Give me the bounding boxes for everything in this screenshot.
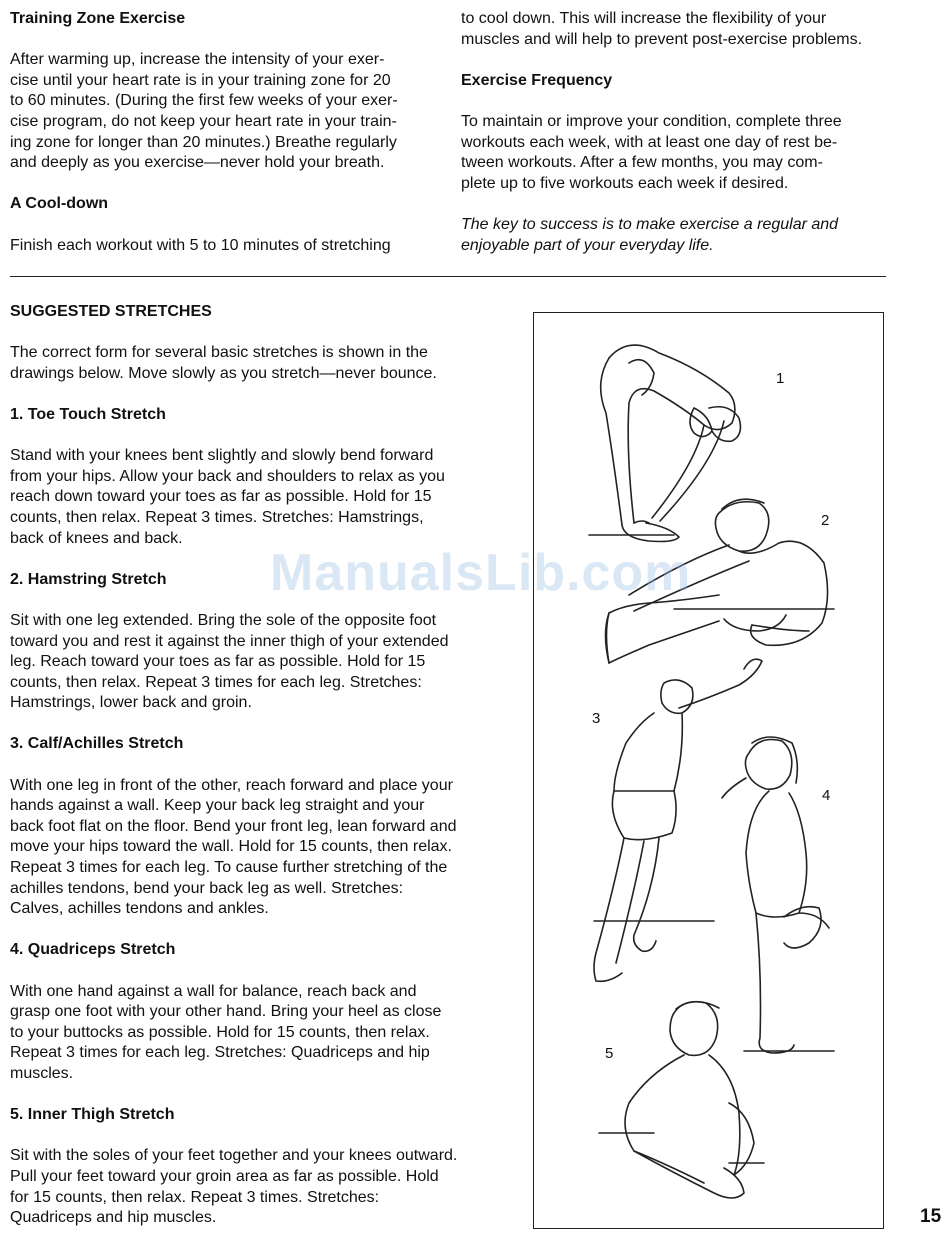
training-line: to 60 minutes. (During the first few weeks of your exer- bbox=[10, 92, 398, 110]
frequency-line: tween workouts. After a few months, you may com- bbox=[461, 154, 823, 172]
stretch-line: counts, then relax. Repeat 3 times. Stretches: Hamstrings, bbox=[10, 508, 424, 526]
stretches-column bbox=[10, 302, 520, 1229]
stretch-line: hands against a wall. Keep your back leg straight and your bbox=[10, 797, 425, 815]
stretch-title-hamstring: 2. Hamstring Stretch bbox=[10, 570, 167, 588]
stretch-line: back of knees and back. bbox=[10, 529, 183, 547]
cooldown-cont-line: muscles and will help to prevent post-exercise problems. bbox=[461, 30, 863, 48]
stretch-line: Stand with your knees bent slightly and slowly bend forward bbox=[10, 447, 434, 465]
stretch-line: to your buttocks as possible. Hold for 15 counts, then relax. bbox=[10, 1023, 430, 1041]
training-line: cise until your heart rate is in your training zone for 20 bbox=[10, 71, 391, 89]
top-right-column bbox=[461, 9, 891, 256]
frequency-line: workouts each week, with at least one day of rest be- bbox=[461, 133, 838, 151]
figure-toe-touch bbox=[589, 345, 740, 541]
top-left-column bbox=[10, 9, 435, 256]
stretch-line: counts, then relax. Repeat 3 times for each leg. Stretches: bbox=[10, 673, 422, 691]
stretches-illustration bbox=[533, 312, 884, 1229]
stretch-line: Sit with one leg extended. Bring the sole of the opposite foot bbox=[10, 611, 437, 629]
figure-quadriceps bbox=[722, 737, 834, 1053]
figure-calf-achilles bbox=[594, 659, 762, 981]
stretch-line: Hamstrings, lower back and groin. bbox=[10, 694, 252, 712]
stretch-line: toward you and rest it against the inner thigh of your extended bbox=[10, 632, 449, 650]
key-line: enjoyable part of your everyday life. bbox=[461, 236, 714, 254]
figure-label-4: 4 bbox=[822, 787, 831, 804]
stretch-line: achilles tendons, bend your back leg as well. Stretches: bbox=[10, 879, 404, 897]
training-line: cise program, do not keep your heart rate in your train- bbox=[10, 112, 397, 130]
stretch-line: back foot flat on the floor. Bend your front leg, lean forward and bbox=[10, 817, 457, 835]
section-divider bbox=[10, 276, 886, 277]
intro-line: The correct form for several basic stretches is shown in the bbox=[10, 344, 428, 362]
stretch-line: for 15 counts, then relax. Repeat 3 times. Stretches: bbox=[10, 1188, 380, 1206]
stretch-title-quadriceps: 4. Quadriceps Stretch bbox=[10, 941, 176, 959]
key-line: The key to success is to make exercise a regular and bbox=[461, 215, 839, 233]
page-number: 15 bbox=[920, 1206, 942, 1227]
training-line: After warming up, increase the intensity of your exer- bbox=[10, 51, 385, 69]
figure-inner-thigh bbox=[599, 1002, 764, 1198]
stretch-line: With one hand against a wall for balance, reach back and bbox=[10, 982, 417, 1000]
frequency-heading: Exercise Frequency bbox=[461, 71, 613, 89]
stretch-title-inner-thigh: 5. Inner Thigh Stretch bbox=[10, 1106, 175, 1124]
training-line: ing zone for longer than 20 minutes.) Breathe regularly bbox=[10, 133, 397, 151]
training-line: and deeply as you exercise—never hold your breath. bbox=[10, 154, 385, 172]
stretch-line: grasp one foot with your other hand. Bring your heel as close bbox=[10, 1003, 442, 1021]
stretch-line: Repeat 3 times for each leg. Stretches: Quadriceps and hip bbox=[10, 1044, 430, 1062]
stretch-line: Sit with the soles of your feet together and your knees outward. bbox=[10, 1147, 458, 1165]
stretches-heading: SUGGESTED STRETCHES bbox=[10, 303, 212, 320]
stretch-line: Repeat 3 times for each leg. To cause further stretching of the bbox=[10, 859, 448, 877]
stretch-line: reach down toward your toes as far as possible. Hold for 15 bbox=[10, 488, 432, 506]
figure-label-5: 5 bbox=[605, 1045, 614, 1062]
stretch-title-calf-achilles: 3. Calf/Achilles Stretch bbox=[10, 735, 184, 753]
watermark: ManualsLib.com bbox=[270, 544, 692, 602]
intro-line: drawings below. Move slowly as you stretch—never bounce. bbox=[10, 364, 437, 382]
stretch-title-toe-touch: 1. Toe Touch Stretch bbox=[10, 405, 166, 423]
frequency-line: plete up to five workouts each week if desired. bbox=[461, 174, 789, 192]
stretch-line: muscles. bbox=[10, 1064, 74, 1082]
figure-label-2: 2 bbox=[821, 512, 830, 529]
stretch-line: from your hips. Allow your back and shoulders to relax as you bbox=[10, 467, 445, 485]
stretch-line: With one leg in front of the other, reach forward and place your bbox=[10, 776, 453, 794]
stretch-line: move your hips toward the wall. Hold for 15 counts, then relax. bbox=[10, 838, 452, 856]
stretch-line: Quadriceps and hip muscles. bbox=[10, 1209, 217, 1227]
cooldown-line: Finish each workout with 5 to 10 minutes of stretching bbox=[10, 236, 391, 254]
cooldown-cont-line: to cool down. This will increase the flexibility of your bbox=[461, 10, 827, 27]
training-zone-heading: Training Zone Exercise bbox=[10, 10, 186, 27]
figure-label-3: 3 bbox=[592, 710, 601, 727]
cooldown-heading: A Cool-down bbox=[10, 195, 109, 213]
stretch-line: Calves, achilles tendons and ankles. bbox=[10, 900, 269, 918]
frequency-line: To maintain or improve your condition, complete three bbox=[461, 112, 842, 130]
stretch-line: leg. Reach toward your toes as far as possible. Hold for 15 bbox=[10, 653, 426, 671]
stretch-line: Pull your feet toward your groin area as far as possible. Hold bbox=[10, 1167, 439, 1185]
figure-label-1: 1 bbox=[776, 370, 785, 387]
